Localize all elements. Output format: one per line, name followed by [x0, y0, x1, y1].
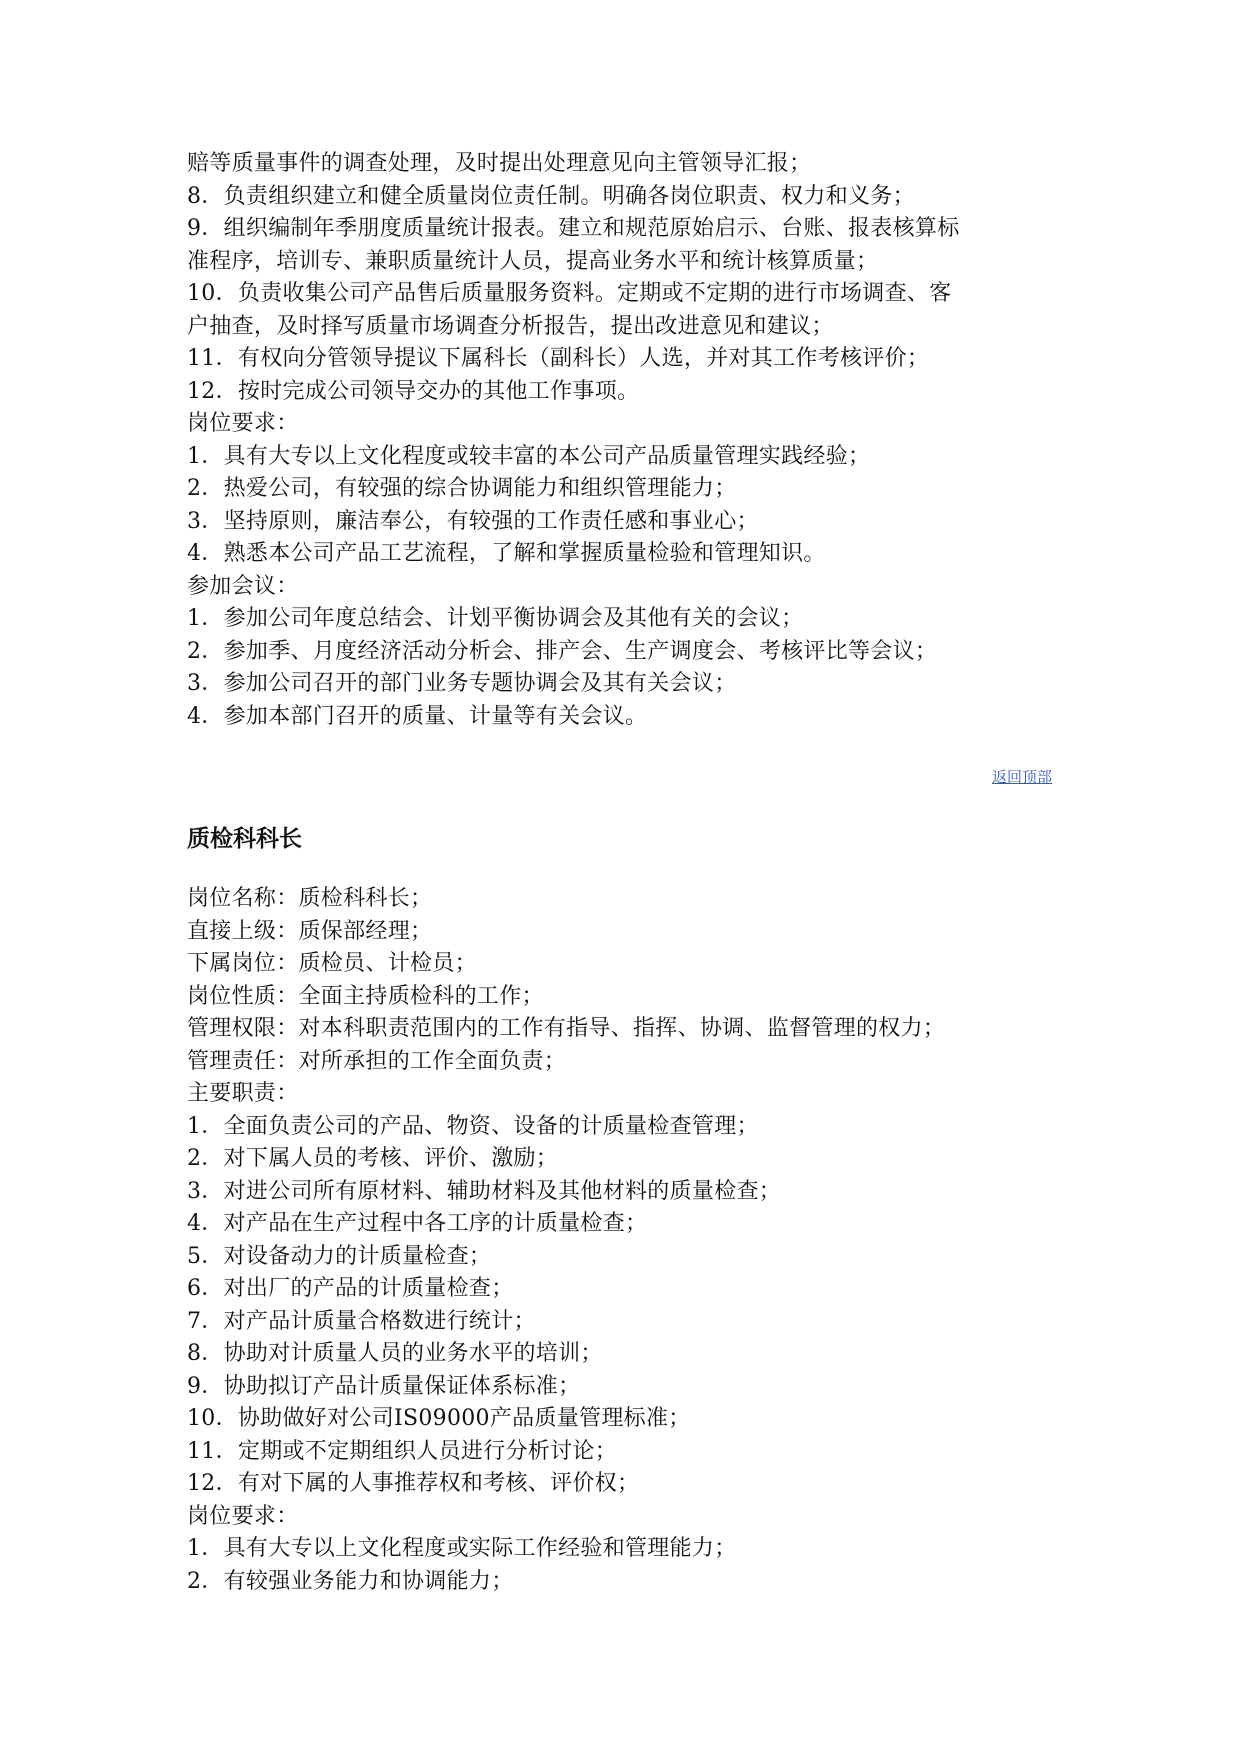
text-line: 2．对下属人员的考核、评价、激励； — [187, 1146, 559, 1171]
text-line: 3．对进公司所有原材料、辅助材料及其他材料的质量检查； — [187, 1178, 782, 1204]
text-line: 1．参加公司年度总结会、计划平衡协调会及其他有关的会议； — [187, 606, 804, 631]
text-line: 11．定期或不定期组织人员进行分析讨论； — [187, 1438, 617, 1464]
text-line: 准程序，培训专、兼职质量统计人员，提高业务水平和统计核算质量； — [187, 248, 879, 274]
text-line: 9．组织编制年季朋度质量统计报表。建立和规范原始启示、台账、报表核算标 — [187, 216, 960, 241]
subheading-meetings: 参加会议： — [187, 573, 299, 599]
text-line: 8．负责组织建立和健全质量岗位责任制。明确各岗位职责、权力和义务； — [187, 183, 915, 209]
text-line: 9．协助拟订产品计质量保证体系标准； — [187, 1373, 581, 1399]
text-line: 1．具有大专以上文化程度或实际工作经验和管理能力； — [187, 1536, 737, 1561]
previous-section-content — [187, 148, 1067, 733]
text-line: 4．参加本部门召开的质量、计量等有关会议。 — [187, 703, 648, 729]
text-line: 8．协助对计质量人员的业务水平的培训； — [187, 1341, 603, 1366]
text-line: 10．负责收集公司产品售后质量服务资料。定期或不定期的进行市场调查、客 — [187, 281, 952, 306]
text-line: 12．有对下属的人事推荐权和考核、评价权； — [187, 1471, 640, 1496]
text-line: 4．对产品在生产过程中各工序的计质量检查； — [187, 1211, 648, 1236]
text-line: 赔等质量事件的调查处理，及时提出处理意见向主管领导汇报； — [187, 151, 812, 176]
text-line: 10．协助做好对公司IS09000产品质量管理标准； — [187, 1406, 691, 1431]
text-line: 3．参加公司召开的部门业务专题协调会及其有关会议； — [187, 671, 737, 696]
text-line: 6．对出厂的产品的计质量检查； — [187, 1276, 514, 1301]
text-line: 1．全面负责公司的产品、物资、设备的计质量检查管理； — [187, 1113, 759, 1139]
section-content — [187, 883, 1067, 1598]
text-line: 5．对设备动力的计质量检查； — [187, 1243, 492, 1269]
text-line: 下属岗位：质检员、计检员； — [187, 951, 477, 976]
text-line: 户抽查，及时择写质量市场调查分析报告，提出改进意见和建议； — [187, 313, 834, 339]
text-line: 管理责任：对所承担的工作全面负责； — [187, 1048, 567, 1074]
text-line: 管理权限：对本科职责范围内的工作有指导、指挥、协调、监督管理的权力； — [187, 1016, 946, 1041]
section-title: 质检科科长 — [187, 826, 302, 852]
back-to-top-link[interactable]: 返回顶部 — [991, 768, 1052, 786]
text-line: 3．坚持原则，廉洁奉公，有较强的工作责任感和事业心； — [187, 508, 759, 534]
text-line: 2．有较强业务能力和协调能力； — [187, 1568, 514, 1594]
text-line: 1．具有大专以上文化程度或较丰富的本公司产品质量管理实践经验； — [187, 443, 871, 469]
text-line: 岗位性质：全面主持质检科的工作； — [187, 983, 544, 1009]
text-line: 4．熟悉本公司产品工艺流程，了解和掌握质量检验和管理知识。 — [187, 541, 826, 566]
text-line: 2．热爱公司，有较强的综合协调能力和组织管理能力； — [187, 476, 737, 501]
text-line: 11．有权向分管领导提议下属科长（副科长）人选，并对其工作考核评价； — [187, 346, 930, 371]
text-line: 7．对产品计质量合格数进行统计； — [187, 1308, 536, 1334]
text-line: 12．按时完成公司领导交办的其他工作事项。 — [187, 378, 640, 404]
subheading-requirements: 岗位要求： — [187, 411, 299, 436]
subheading-requirements: 岗位要求： — [187, 1503, 299, 1529]
subheading-duties: 主要职责： — [187, 1081, 299, 1106]
text-line: 岗位名称：质检科科长； — [187, 886, 433, 911]
text-line: 直接上级：质保部经理； — [187, 918, 433, 944]
text-line: 2．参加季、月度经济活动分析会、排产会、生产调度会、考核评比等会议； — [187, 638, 938, 664]
